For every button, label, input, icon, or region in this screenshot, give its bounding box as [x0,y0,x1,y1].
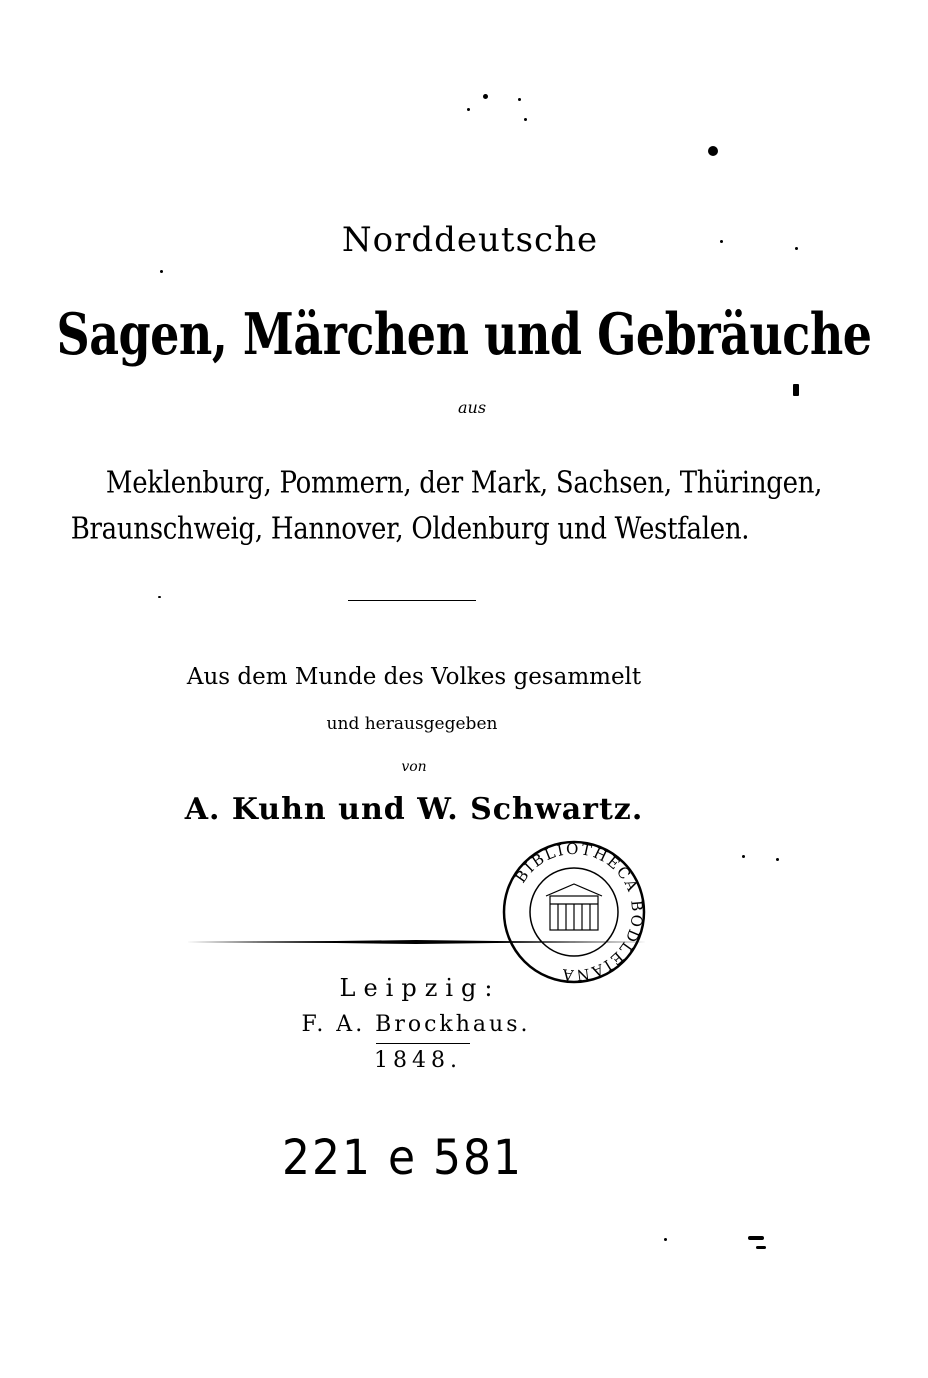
scan-speck [524,118,527,121]
byline-connector: von [401,759,427,775]
place-of-publication: Leipzig: [339,974,501,1002]
regions-line-2: Braunschweig, Hannover, Oldenburg und Westfalen. [70,512,750,547]
library-stamp [500,838,648,986]
scan-speck [483,94,488,99]
scan-speck [776,858,779,861]
year-rule [376,1043,470,1044]
regions-line-1: Meklenburg, Pommern, der Mark, Sachsen, Thüringen, [105,466,823,501]
scan-speck [720,240,723,243]
title-connector: aus [457,398,487,417]
scan-speck [158,596,161,598]
scan-speck [467,108,470,111]
scan-speck [664,1238,667,1241]
main-title: Sagen, Märchen und Gebräuche [56,300,872,368]
subtitle-edited: und herausgegeben [326,714,498,734]
scan-speck [795,247,798,250]
scan-speck [793,384,799,396]
scan-speck [708,146,718,156]
divider-rule [348,600,476,601]
handwritten-shelfmark: 221 e 581 [282,1130,524,1187]
scan-speck [742,855,745,858]
scan-speck [748,1236,764,1240]
svg-text:BIBLIOTHECA BODLEIANA [511,840,646,985]
scan-speck [160,270,163,273]
authors: A. Kuhn und W. Schwartz. [184,792,644,827]
scan-speck [518,98,521,101]
stamp-text: BIBLIOTHECA BODLEIANA [511,839,647,985]
scan-speck [756,1246,766,1249]
title-line-1: Norddeutsche [341,220,599,260]
publisher: F. A. Brockhaus. [301,1012,531,1037]
publication-year: 1848. [374,1048,462,1073]
subtitle-collected: Aus dem Munde des Volkes gesammelt [186,664,642,690]
